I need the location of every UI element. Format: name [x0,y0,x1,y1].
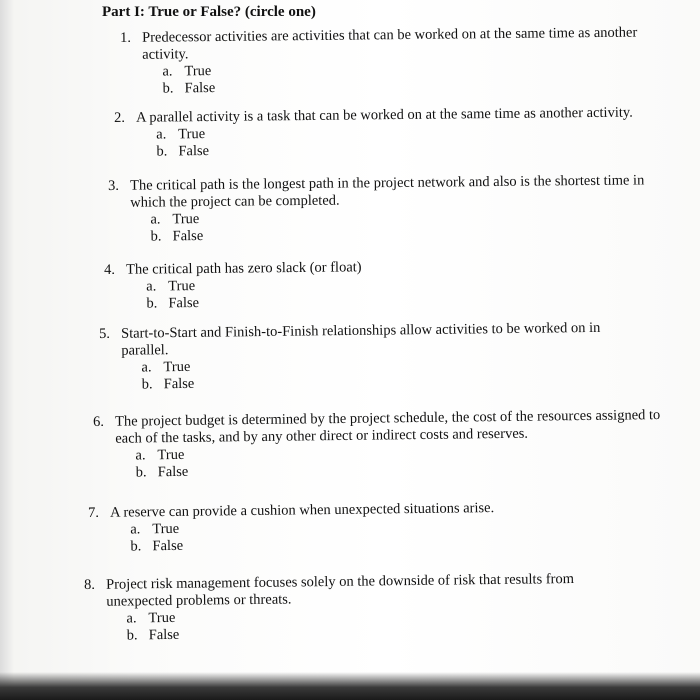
option-letter: b. [130,538,142,555]
option-letter: b. [150,228,162,245]
option-letter: a. [130,521,141,538]
page-shadow-bottom [0,672,700,700]
question-number: 4. [104,261,116,278]
option-letter: b. [135,464,147,481]
option-label: True [152,520,180,538]
option-letter: a. [135,447,146,464]
question-4 [104,256,665,313]
question-7 [88,498,649,556]
question-8 [84,570,630,645]
option-label: False [163,375,195,393]
question-text: The project budget is determined by the project schedule, the cost of the resources assigned to each of the tasks, and by any other direct or indirect costs and reserves. [114,407,661,447]
question-3 [108,172,669,246]
option-letter: a. [162,63,173,80]
option-letter: a. [141,359,152,376]
option-letter: a. [150,211,161,228]
option-letter: a. [156,126,167,143]
question-6 [93,407,669,482]
option-letter: a. [146,278,157,295]
option-label: True [148,609,176,627]
option-label: True [184,63,212,80]
question-2 [114,104,665,161]
option-letter: b. [146,295,158,312]
option-letter: a. [126,610,137,627]
option-letter: b. [162,80,174,97]
question-5 [99,319,635,394]
option-label: True [178,126,206,143]
question-number: 7. [88,504,100,521]
question-number: 8. [84,576,96,593]
question-text: A parallel activity is a task that can be worked on at the same time as another activity. [135,104,633,126]
question-number: 5. [99,325,111,342]
option-label: True [172,211,200,228]
question-text: Predecessor activities are activities that can be worked on at the same time as another activity. [141,24,638,63]
option-label: False [172,228,204,245]
option-label: False [148,626,180,644]
option-label: False [168,295,200,312]
option-label: False [178,143,210,160]
option-label: False [157,463,189,481]
question-text: Start-to-Start and Finish-to-Finish relationships allow activities to be worked on in parallel. [120,319,601,359]
option-label: False [152,537,184,555]
part-heading: Part I: True or False? (circle one) [102,4,316,20]
question-1 [120,24,661,98]
option-label: True [163,358,191,376]
question-text: The critical path has zero slack (or float) [125,259,362,278]
option-letter: b. [126,627,138,644]
option-letter: b. [141,376,153,393]
page-shadow-left [0,0,14,700]
question-number: 3. [108,177,120,194]
question-text: A reserve can provide a cushion when unexpected situations arise. [109,500,495,521]
question-number: 1. [120,29,132,46]
option-label: True [157,446,185,464]
question-text: Project risk management focuses solely on the downside of risk that results from unexpected problems or threats. [105,571,575,610]
option-letter: b. [156,143,168,160]
question-number: 6. [93,413,105,430]
question-number: 2. [114,109,126,126]
option-label: True [168,278,196,295]
option-label: False [184,80,216,97]
question-text: The critical path is the longest path in the project network and also is the shortest time in which the project can be completed. [129,172,645,211]
